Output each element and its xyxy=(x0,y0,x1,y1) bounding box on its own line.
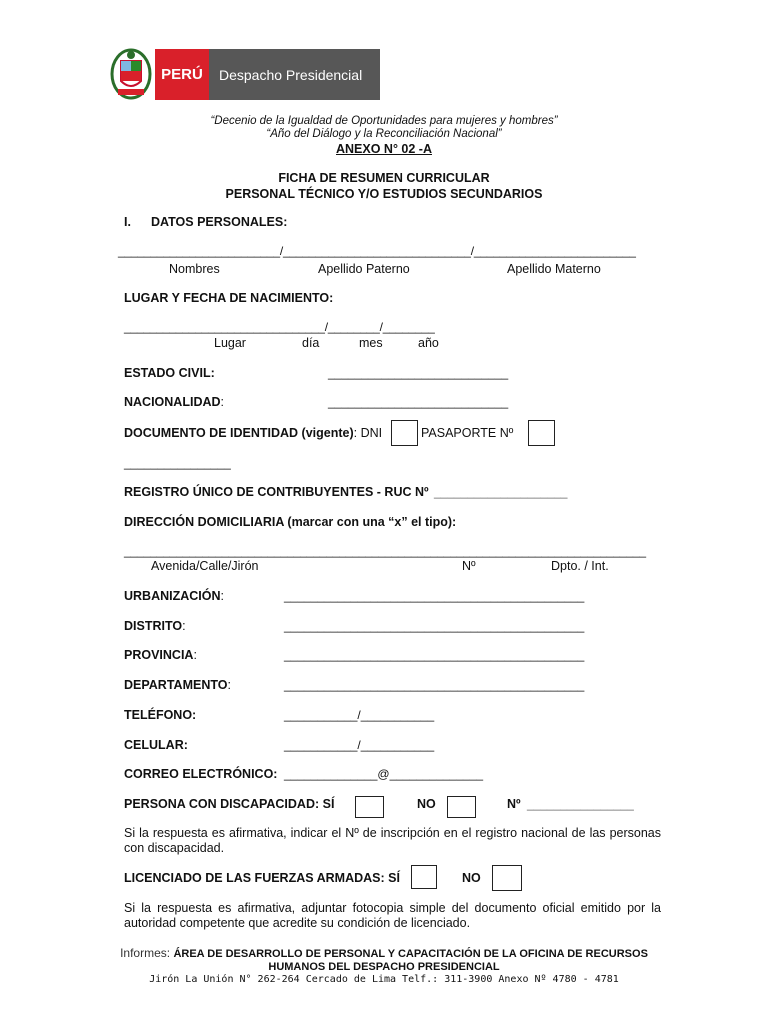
label-anio: año xyxy=(418,336,439,350)
discapacidad-no-label: NO xyxy=(417,797,436,811)
form-title-line2: PERSONAL TÉCNICO Y/O ESTUDIOS SECUNDARIOS xyxy=(225,187,543,201)
despacho-presidencial-logo xyxy=(110,47,380,102)
distrito-label: DISTRITO: xyxy=(124,619,186,633)
estado-civil-label: ESTADO CIVIL: xyxy=(124,366,215,380)
licenciado-si-checkbox[interactable] xyxy=(411,865,437,889)
label-numero: Nº xyxy=(462,559,476,573)
decade-line: “Decenio de la Igualdad de Oportunidades para mujeres y hombres” xyxy=(210,115,558,127)
ruc-label: REGISTRO ÚNICO DE CONTRIBUYENTES - RUC Nº xyxy=(124,485,429,499)
nacionalidad-label: NACIONALIDAD: xyxy=(124,395,225,409)
provincia-field[interactable]: _____________________________________________ xyxy=(284,648,585,662)
urbanizacion-label: URBANIZACIÓN: xyxy=(124,589,225,603)
telefono-label: TELÉFONO: xyxy=(124,708,197,722)
label-avenida: Avenida/Calle/Jirón xyxy=(151,559,259,573)
pasaporte-label: PASAPORTE Nº xyxy=(421,426,514,440)
label-apellido-materno: Apellido Materno xyxy=(507,262,601,276)
celular-label: CELULAR: xyxy=(124,738,188,752)
discapacidad-note: Si la respuesta es afirmativa, indicar el Nº de inscripción en el registro nacional de las personas con discapacidad. xyxy=(124,826,661,855)
departamento-field[interactable]: _____________________________________________ xyxy=(284,678,585,692)
licenciado-no-checkbox[interactable] xyxy=(492,865,522,891)
label-dia: día xyxy=(302,336,320,350)
discapacidad-si-checkbox[interactable] xyxy=(355,796,384,818)
ruc-field[interactable]: ____________________ xyxy=(434,485,568,499)
direccion-line[interactable]: ________________________________________________________________________________ xyxy=(124,544,646,558)
correo-field[interactable]: ______________@______________ xyxy=(284,767,484,781)
section-heading: DATOS PERSONALES: xyxy=(151,215,288,229)
licenciado-note: Si la respuesta es afirmativa, adjuntar fotocopia simple del documento oficial emitido por la autoridad competente que acredite su condición de licenciado. xyxy=(124,901,661,930)
logo-country: PERÚ xyxy=(155,49,209,100)
nacionalidad-field[interactable]: ___________________________ xyxy=(328,395,509,409)
coat-of-arms-icon xyxy=(110,47,152,102)
licenciado-no-label: NO xyxy=(462,871,481,885)
pasaporte-checkbox[interactable] xyxy=(528,420,555,446)
dni-checkbox[interactable] xyxy=(391,420,418,446)
discapacidad-num-field[interactable]: ________________ xyxy=(527,797,634,811)
form-title-line1: FICHA DE RESUMEN CURRICULAR xyxy=(278,171,490,185)
urbanizacion-field[interactable]: _____________________________________________ xyxy=(284,589,585,603)
footer-area-line2: HUMANOS DEL DESPACHO PRESIDENCIAL xyxy=(268,961,500,973)
documento-label: DOCUMENTO DE IDENTIDAD (vigente): DNI xyxy=(124,426,383,440)
estado-civil-field[interactable]: ___________________________ xyxy=(328,366,509,380)
direccion-heading: DIRECCIÓN DOMICILIARIA (marcar con una “x” el tipo): xyxy=(124,515,457,529)
provincia-label: PROVINCIA: xyxy=(124,648,197,662)
celular-field[interactable]: ___________/___________ xyxy=(284,738,435,752)
departamento-label: DEPARTAMENTO: xyxy=(124,678,231,692)
documento-number-field[interactable]: ________________ xyxy=(124,456,231,470)
footer-informes: Informes: ÁREA DE DESARROLLO DE PERSONAL Y CAPACITACIÓN DE LA OFICINA DE RECURSOS xyxy=(120,946,648,960)
discapacidad-no-checkbox[interactable] xyxy=(447,796,476,818)
label-dpto: Dpto. / Int. xyxy=(551,559,609,573)
label-apellido-paterno: Apellido Paterno xyxy=(318,262,410,276)
birth-line[interactable]: _______________________________/________/________ xyxy=(124,320,435,334)
annex-label: ANEXO N° 02 -A xyxy=(336,142,432,156)
section-number: I. xyxy=(124,215,131,229)
correo-label: CORREO ELECTRÓNICO: xyxy=(124,767,278,781)
distrito-field[interactable]: _____________________________________________ xyxy=(284,619,585,633)
licenciado-label: LICENCIADO DE LAS FUERZAS ARMADAS: SÍ xyxy=(124,871,400,885)
discapacidad-label: PERSONA CON DISCAPACIDAD: SÍ xyxy=(124,797,335,811)
discapacidad-num-label: Nº xyxy=(507,797,521,811)
names-line[interactable]: _________________________/_____________________________/_________________________ xyxy=(118,244,636,258)
telefono-field[interactable]: ___________/___________ xyxy=(284,708,435,722)
year-line: “Año del Diálogo y la Reconciliación Nacional” xyxy=(266,128,502,140)
birth-heading: LUGAR Y FECHA DE NACIMIENTO: xyxy=(124,291,334,305)
label-mes: mes xyxy=(359,336,383,350)
label-nombres: Nombres xyxy=(169,262,220,276)
footer-address: Jirón La Unión N° 262-264 Cercado de Lima Telf.: 311-3900 Anexo Nº 4780 - 4781 xyxy=(149,974,619,985)
label-lugar: Lugar xyxy=(214,336,246,350)
logo-office: Despacho Presidencial xyxy=(209,49,380,100)
